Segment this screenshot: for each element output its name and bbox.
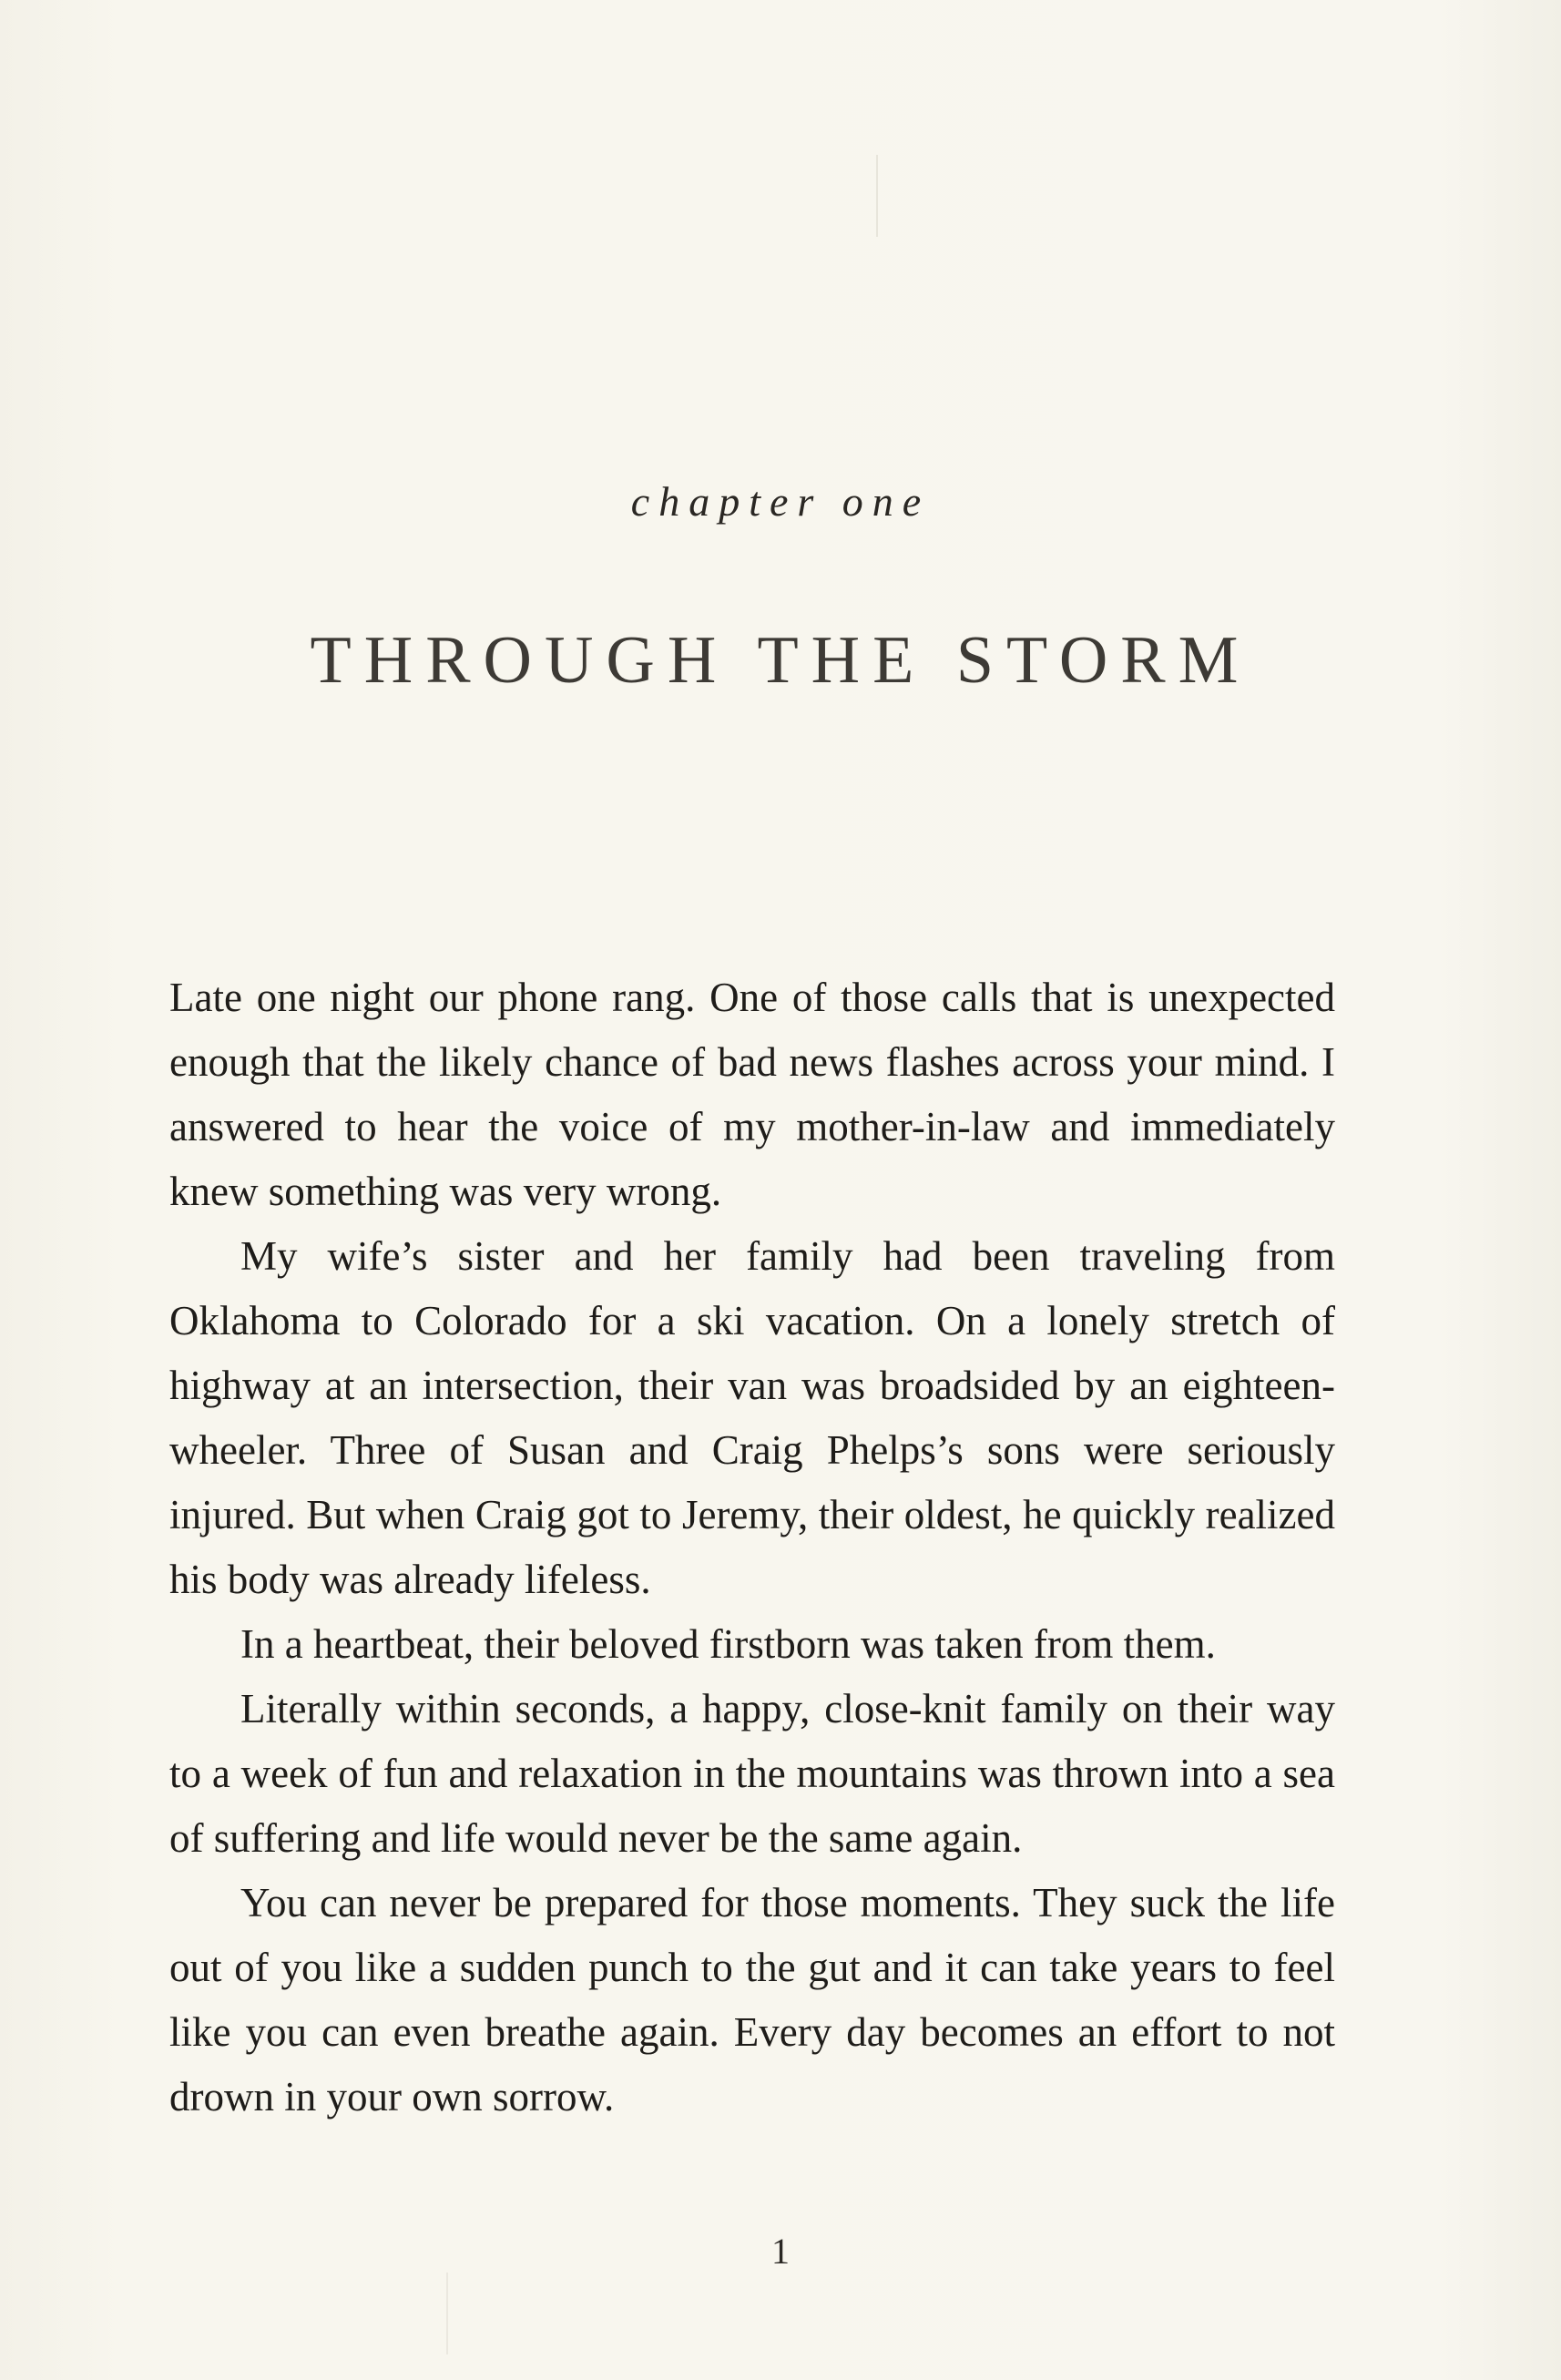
chapter-body xyxy=(169,965,1335,2130)
scan-artifact xyxy=(876,155,878,237)
chapter-title: THROUGH THE STORM xyxy=(310,623,1251,698)
chapter-label: chapter one xyxy=(630,478,931,525)
scan-artifact xyxy=(446,2273,448,2354)
paragraph: Late one night our phone rang. One of those calls that is unexpected enough that the likely chance of bad news flashes across your mind. I answered to hear the voice of my mother-in-law and immediately knew something was very wrong. xyxy=(169,975,1335,1214)
paragraph: Literally within seconds, a happy, close-knit family on their way to a week of fun and relaxation in the mountains was thrown into a sea of suffering and life would never be the same again. xyxy=(169,1686,1335,1861)
paragraph: In a heartbeat, their beloved firstborn was taken from them. xyxy=(240,1621,1216,1667)
paragraph: My wife’s sister and her family had been traveling from Oklahoma to Colorado for a ski vacation. On a lonely stretch of highway at an intersection, their van was broadsided by an eighteen-wheeler. Three of Susan and Craig Phelps’s sons were seriously injured. But when Craig got to Jeremy, their oldest, he quickly realized his body was already lifeless. xyxy=(169,1233,1335,1602)
paragraph: You can never be prepared for those moments. They suck the life out of you like a sudden punch to the gut and it can take years to feel like you can even breathe again. Every day becomes an effort to not drown in your own sorrow. xyxy=(169,1880,1335,2120)
page-number: 1 xyxy=(771,2231,790,2272)
